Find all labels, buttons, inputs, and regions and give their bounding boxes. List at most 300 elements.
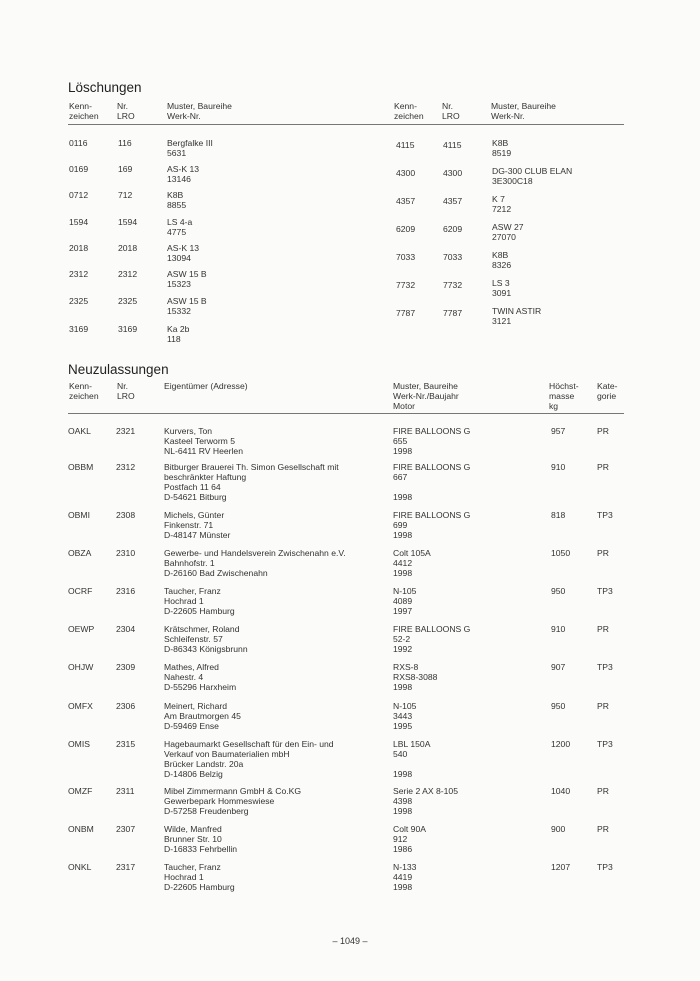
registration-masse-line: 907 (551, 662, 566, 672)
registration-muster-line: 4419 (393, 872, 413, 882)
deletion-kennzeichen-line: 4357 (396, 196, 416, 206)
registration-owner-line: Kasteel Terworm 5 (164, 436, 236, 446)
deletion-muster-line: ASW 27 (492, 222, 524, 232)
registration-owner (164, 510, 230, 540)
registration-owner-line: D-55296 Harxheim (164, 682, 237, 692)
registration-nr-line: 2307 (116, 824, 136, 834)
header-kategorie-line: Kate- (597, 381, 618, 391)
registration-kennzeichen-line: OAKL (68, 426, 91, 436)
neuzulassungen-header-rule (68, 413, 624, 414)
deletion-muster-line: 7212 (492, 204, 512, 214)
registration-owner-line: Gewerbe- und Handelsverein Zwischenahn e.V. (164, 548, 346, 558)
registration-kategorie (597, 701, 609, 711)
registration-owner (164, 786, 301, 816)
deletion-nr-line: 2325 (118, 296, 138, 306)
registration-kategorie (597, 586, 613, 596)
deletion-kennzeichen-line: 0116 (69, 138, 88, 148)
deletion-muster (492, 306, 541, 326)
registration-owner (164, 862, 235, 892)
header-muster-line: Werk-Nr. (167, 111, 201, 121)
header-muster-werk-motor-line: Muster, Baureihe (393, 381, 458, 391)
deletion-kennzeichen (69, 190, 88, 200)
loeschungen-title: Löschungen (68, 80, 142, 95)
header-muster-right-line: Muster, Baureihe (491, 101, 556, 111)
registration-muster-line: Colt 105A (393, 548, 431, 558)
header-muster-werk-motor-line: Werk-Nr./Baujahr (393, 391, 459, 401)
deletion-muster-line: 8326 (492, 260, 512, 270)
registration-masse (551, 739, 570, 749)
header-muster (167, 101, 232, 121)
registration-kategorie (597, 786, 609, 796)
deletion-muster-line: 4775 (167, 227, 187, 237)
registration-masse (551, 426, 565, 436)
registration-owner (164, 624, 248, 654)
deletion-nr (443, 168, 462, 178)
registration-muster-line: 4089 (393, 596, 413, 606)
registration-nr (116, 662, 135, 672)
deletion-muster (492, 166, 572, 186)
registration-muster (393, 586, 416, 616)
registration-kategorie (597, 862, 613, 872)
registration-nr (116, 862, 135, 872)
registration-muster-line: 1998 (393, 882, 413, 892)
deletion-kennzeichen-line: 0712 (69, 190, 89, 200)
header-kennzeichen-line: zeichen (69, 111, 99, 121)
registration-masse (551, 624, 565, 634)
deletion-nr-line: 4115 (443, 140, 462, 150)
deletion-kennzeichen (396, 224, 415, 234)
registration-kennzeichen-line: OMIS (68, 739, 90, 749)
deletion-nr-line: 4357 (443, 196, 463, 206)
registration-muster-line: 1997 (393, 606, 413, 616)
page-number: – 1049 – (332, 936, 368, 946)
registration-kategorie-line: PR (597, 786, 609, 796)
header-nr-lro-line: LRO (117, 391, 135, 401)
registration-masse (551, 862, 570, 872)
deletion-nr-line: 7732 (443, 280, 463, 290)
registration-muster (393, 462, 470, 502)
registration-owner-line: D-14806 Belzig (164, 769, 223, 779)
header-muster-werk-motor (393, 381, 459, 411)
registration-muster (393, 662, 437, 692)
registration-masse-line: 1050 (551, 548, 571, 558)
registration-muster-line: 4398 (393, 796, 413, 806)
deletion-muster-line: K8B (492, 138, 509, 148)
deletion-muster-line: 13146 (167, 174, 191, 184)
deletion-kennzeichen-line: 1594 (69, 217, 89, 227)
deletion-muster (167, 138, 213, 158)
registration-kategorie-line: TP3 (597, 662, 613, 672)
registration-nr (116, 548, 135, 558)
registration-kennzeichen (68, 586, 92, 596)
deletion-muster (492, 278, 511, 298)
registration-muster-line: 1986 (393, 844, 413, 854)
registration-kennzeichen (68, 739, 90, 749)
registration-nr-line: 2306 (116, 701, 136, 711)
deletion-nr-line: 6209 (443, 224, 463, 234)
registration-nr-line: 2315 (116, 739, 136, 749)
deletion-kennzeichen-line: 2018 (69, 243, 89, 253)
registration-muster-line: 1998 (393, 682, 413, 692)
deletion-kennzeichen (396, 308, 415, 318)
header-nr-lro-line: LRO (117, 111, 135, 121)
registration-kategorie-line: PR (597, 701, 609, 711)
registration-kennzeichen (68, 624, 94, 634)
registration-owner-line: Krätschmer, Roland (164, 624, 240, 634)
deletion-kennzeichen (396, 196, 415, 206)
deletion-muster-line: LS 3 (492, 278, 510, 288)
registration-kennzeichen-line: OCRF (68, 586, 93, 596)
registration-owner-line: Finkenstr. 71 (164, 520, 214, 530)
registration-muster-line: N-105 (393, 701, 417, 711)
registration-muster-line: 52-2 (393, 634, 411, 644)
registration-kennzeichen (68, 701, 93, 711)
registration-nr-line: 2310 (116, 548, 136, 558)
registration-kategorie (597, 510, 613, 520)
header-muster-line: Muster, Baureihe (167, 101, 232, 111)
registration-nr (116, 824, 135, 834)
registration-masse (551, 824, 565, 834)
registration-muster (393, 701, 416, 731)
registration-owner-line: beschränkter Haftung (164, 472, 247, 482)
registration-muster (393, 510, 470, 540)
deletion-muster-line: 8519 (492, 148, 512, 158)
registration-kennzeichen-line: OBMI (68, 510, 90, 520)
deletion-muster (167, 217, 192, 237)
deletion-kennzeichen (69, 296, 88, 306)
registration-kennzeichen (68, 662, 93, 672)
registration-muster (393, 786, 458, 816)
registration-owner-line: D-86343 Königsbrunn (164, 644, 248, 654)
registration-owner-line: D-57258 Freudenberg (164, 806, 249, 816)
deletion-kennzeichen (69, 269, 88, 279)
registration-muster-line: 912 (393, 834, 408, 844)
registration-nr-line: 2312 (116, 462, 136, 472)
deletion-muster (167, 164, 199, 184)
deletion-nr (118, 243, 137, 253)
deletion-nr (443, 196, 462, 206)
registration-kennzeichen-line: OBZA (68, 548, 92, 558)
registration-muster-line: FIRE BALLOONS G (393, 510, 471, 520)
deletion-nr-line: 3169 (118, 324, 138, 334)
header-kennzeichen-line: Kenn- (69, 381, 92, 391)
deletion-kennzeichen-line: 2312 (69, 269, 89, 279)
registration-kategorie-line: PR (597, 624, 609, 634)
header-muster-right-line: Werk-Nr. (491, 111, 525, 121)
deletion-muster-line: 5631 (167, 148, 187, 158)
loeschungen-header-rule (68, 124, 624, 125)
deletion-kennzeichen (396, 252, 415, 262)
registration-muster-line: 3443 (393, 711, 413, 721)
deletion-kennzeichen-line: 3169 (69, 324, 89, 334)
registration-muster-line: 667 (393, 472, 408, 482)
registration-masse-line: 910 (551, 462, 566, 472)
registration-owner (164, 662, 236, 692)
deletion-nr (443, 224, 462, 234)
deletion-muster-line: 3091 (492, 288, 512, 298)
registration-muster (393, 824, 426, 854)
registration-kategorie-line: TP3 (597, 510, 613, 520)
deletion-muster-line: K8B (492, 250, 509, 260)
registration-kategorie (597, 624, 609, 634)
header-nr-lro-right-line: LRO (442, 111, 460, 121)
deletion-muster-line: K 7 (492, 194, 505, 204)
registration-masse-line: 950 (551, 701, 566, 711)
registration-muster-line: Colt 90A (393, 824, 426, 834)
registration-owner-line: Am Brautmorgen 45 (164, 711, 241, 721)
registration-muster-line: 699 (393, 520, 408, 530)
deletion-muster-line: 15323 (167, 279, 191, 289)
registration-muster (393, 548, 431, 578)
registration-owner-line: NL-6411 RV Heerlen (164, 446, 243, 456)
registration-masse-line: 910 (551, 624, 566, 634)
registration-kategorie-line: TP3 (597, 739, 613, 749)
deletion-muster-line: LS 4-a (167, 217, 193, 227)
registration-owner-line: Mibel Zimmermann GmbH & Co.KG (164, 786, 302, 796)
registration-owner-line: Brücker Landstr. 20a (164, 759, 244, 769)
deletion-kennzeichen (69, 243, 88, 253)
registration-muster-line: 4412 (393, 558, 413, 568)
header-kennzeichen (69, 101, 99, 121)
deletion-nr (118, 164, 132, 174)
deletion-nr-line: 2312 (118, 269, 138, 279)
deletion-kennzeichen-line: 4115 (396, 140, 415, 150)
registration-owner-line: D-26160 Bad Zwischenahn (164, 568, 268, 578)
header-kennzeichen-right-line: Kenn- (394, 101, 417, 111)
deletion-muster (492, 138, 511, 158)
registration-owner-line: Nahestr. 4 (164, 672, 204, 682)
deletion-muster (167, 190, 186, 210)
registration-kategorie (597, 426, 609, 436)
registration-muster-line: 1998 (393, 769, 413, 779)
header-nr-lro-right-line: Nr. (442, 101, 453, 111)
registration-nr-line: 2311 (116, 786, 135, 796)
registration-nr-line: 2317 (116, 862, 136, 872)
deletion-muster-line: 13094 (167, 253, 191, 263)
registration-owner-line: D-22605 Hamburg (164, 606, 235, 616)
deletion-kennzeichen (396, 280, 415, 290)
deletion-muster-line: AS-K 13 (167, 243, 200, 253)
registration-muster-line: FIRE BALLOONS G (393, 624, 471, 634)
registration-masse (551, 548, 570, 558)
registration-nr (116, 426, 135, 436)
header-kategorie-line: gorie (597, 391, 617, 401)
header-nr-lro-line: Nr. (117, 101, 128, 111)
deletion-nr-line: 116 (118, 138, 132, 148)
deletion-nr (443, 252, 462, 262)
registration-kategorie-line: PR (597, 462, 609, 472)
registration-owner-line: Taucher, Franz (164, 586, 221, 596)
header-eigentuemer (164, 381, 248, 391)
registration-muster-line: 655 (393, 436, 408, 446)
deletion-muster-line: Ka 2b (167, 324, 190, 334)
registration-owner-line: D-48147 Münster (164, 530, 231, 540)
registration-masse (551, 586, 565, 596)
header-nr-lro (117, 381, 135, 401)
registration-muster-line: 1998 (393, 530, 413, 540)
header-kennzeichen-line: zeichen (69, 391, 99, 401)
deletion-muster (167, 243, 199, 263)
header-nr-lro (117, 101, 135, 121)
registration-owner (164, 462, 339, 502)
registration-owner-line: Michels, Günter (164, 510, 225, 520)
registration-owner-line: Hochrad 1 (164, 872, 204, 882)
registration-kategorie-line: TP3 (597, 586, 613, 596)
registration-masse (551, 701, 565, 711)
registration-nr-line: 2308 (116, 510, 136, 520)
header-hoechstmasse-line: masse (549, 391, 575, 401)
registration-muster-line (393, 482, 470, 492)
registration-masse-line: 900 (551, 824, 566, 834)
deletion-nr (118, 324, 137, 334)
registration-owner-line: Hochrad 1 (164, 596, 204, 606)
registration-kennzeichen-line: OBBM (68, 462, 94, 472)
deletion-kennzeichen-line: 7787 (396, 308, 416, 318)
deletion-kennzeichen-line: 2325 (69, 296, 89, 306)
header-hoechstmasse-line: kg (549, 401, 559, 411)
registration-muster-line: 1998 (393, 446, 413, 456)
registration-kategorie-line: PR (597, 824, 609, 834)
registration-muster-line: 540 (393, 749, 408, 759)
header-nr-lro-line: Nr. (117, 381, 128, 391)
registration-nr-line: 2304 (116, 624, 136, 634)
deletion-kennzeichen-line: 4300 (396, 168, 416, 178)
registration-owner-line: Mathes, Alfred (164, 662, 219, 672)
deletion-kennzeichen (69, 324, 88, 334)
deletion-kennzeichen-line: 6209 (396, 224, 416, 234)
registration-kategorie-line: PR (597, 426, 609, 436)
header-kennzeichen-right (394, 101, 424, 121)
registration-kennzeichen (68, 786, 92, 796)
registration-kennzeichen (68, 824, 94, 834)
registration-kennzeichen (68, 510, 90, 520)
deletion-nr (118, 217, 137, 227)
deletion-nr-line: 4300 (443, 168, 463, 178)
registration-muster-line: 1998 (393, 568, 413, 578)
registration-owner-line: Wilde, Manfred (164, 824, 222, 834)
registration-masse (551, 510, 565, 520)
registration-owner-line: Gewerbepark Hommeswiese (164, 796, 275, 806)
registration-owner-line: Hagebaumarkt Gesellschaft für den Ein- und (164, 739, 334, 749)
deletion-muster-line: 15332 (167, 306, 191, 316)
neuzulassungen-title: Neuzulassungen (68, 362, 169, 377)
header-kennzeichen-line: Kenn- (69, 101, 92, 111)
deletion-nr (118, 269, 137, 279)
deletion-muster (492, 222, 524, 242)
header-nr-lro-right (442, 101, 460, 121)
registration-owner-line: Taucher, Franz (164, 862, 221, 872)
registration-kennzeichen-line: OHJW (68, 662, 94, 672)
registration-masse (551, 462, 565, 472)
registration-masse-line: 950 (551, 586, 566, 596)
registration-owner-line: Schleifenstr. 57 (164, 634, 223, 644)
deletion-nr (118, 190, 132, 200)
registration-kategorie (597, 824, 609, 834)
registration-nr (116, 701, 135, 711)
deletion-muster-line: 3121 (492, 316, 512, 326)
registration-nr (116, 739, 135, 749)
deletion-nr-line: 1594 (118, 217, 138, 227)
deletion-kennzeichen (69, 217, 88, 227)
registration-muster-line: 1998 (393, 492, 413, 502)
deletion-kennzeichen-line: 7033 (396, 252, 416, 262)
registration-kategorie (597, 739, 613, 749)
deletion-muster-line: Bergfalke III (167, 138, 213, 148)
registration-masse-line: 1207 (551, 862, 571, 872)
registration-kennzeichen-line: ONBM (68, 824, 94, 834)
deletion-muster-line: K8B (167, 190, 184, 200)
header-muster-werk-motor-line: Motor (393, 401, 415, 411)
registration-muster (393, 624, 470, 654)
registration-owner (164, 824, 237, 854)
deletion-muster-line: DG-300 CLUB ELAN (492, 166, 573, 176)
registration-kategorie (597, 548, 609, 558)
deletion-muster (492, 194, 511, 214)
registration-nr-line: 2309 (116, 662, 136, 672)
registration-nr (116, 624, 135, 634)
deletion-nr-line: 712 (118, 190, 133, 200)
registration-owner-line: Verkauf von Baumaterialien mbH (164, 749, 290, 759)
registration-nr-line: 2321 (116, 426, 136, 436)
deletion-kennzeichen (69, 138, 87, 148)
registration-muster-line: FIRE BALLOONS G (393, 426, 471, 436)
registration-owner (164, 586, 235, 616)
registration-kategorie-line: PR (597, 548, 609, 558)
registration-owner-line: D-59469 Ense (164, 721, 219, 731)
registration-kategorie (597, 662, 613, 672)
deletion-kennzeichen-line: 0169 (69, 164, 89, 174)
deletion-nr (118, 296, 137, 306)
deletion-muster (492, 250, 511, 270)
registration-masse (551, 786, 570, 796)
deletion-muster-line: 3E300C18 (492, 176, 533, 186)
deletion-muster (167, 324, 189, 344)
registration-kategorie-line: TP3 (597, 862, 613, 872)
registration-kennzeichen-line: OMZF (68, 786, 93, 796)
registration-kennzeichen (68, 862, 91, 872)
deletion-muster (167, 269, 207, 289)
deletion-nr (443, 140, 461, 150)
header-kennzeichen-right-line: zeichen (394, 111, 424, 121)
registration-nr (116, 786, 134, 796)
registration-owner-line: D-54621 Bitburg (164, 492, 227, 502)
deletion-muster-line: ASW 15 B (167, 296, 207, 306)
deletion-nr-line: 169 (118, 164, 133, 174)
registration-muster-line (393, 759, 430, 769)
registration-owner-line: Postfach 11 64 (164, 482, 221, 492)
registration-masse-line: 1040 (551, 786, 571, 796)
deletion-nr-line: 7033 (443, 252, 463, 262)
registration-kennzeichen-line: OMFX (68, 701, 93, 711)
deletion-nr (443, 308, 462, 318)
registration-owner (164, 739, 334, 779)
deletion-kennzeichen (396, 140, 414, 150)
registration-kennzeichen-line: ONKL (68, 862, 92, 872)
registration-masse-line: 1200 (551, 739, 571, 749)
header-hoechstmasse-line: Höchst- (549, 381, 579, 391)
registration-owner-line: Meinert, Richard (164, 701, 228, 711)
header-eigentuemer-line: Eigentümer (Adresse) (164, 381, 248, 391)
registration-kennzeichen (68, 548, 91, 558)
deletion-kennzeichen (396, 168, 415, 178)
registration-masse (551, 662, 565, 672)
deletion-muster-line: ASW 15 B (167, 269, 207, 279)
registration-muster (393, 862, 416, 892)
header-kategorie (597, 381, 618, 401)
deletion-muster-line: 8855 (167, 200, 187, 210)
registration-owner (164, 701, 241, 731)
deletion-kennzeichen (69, 164, 88, 174)
